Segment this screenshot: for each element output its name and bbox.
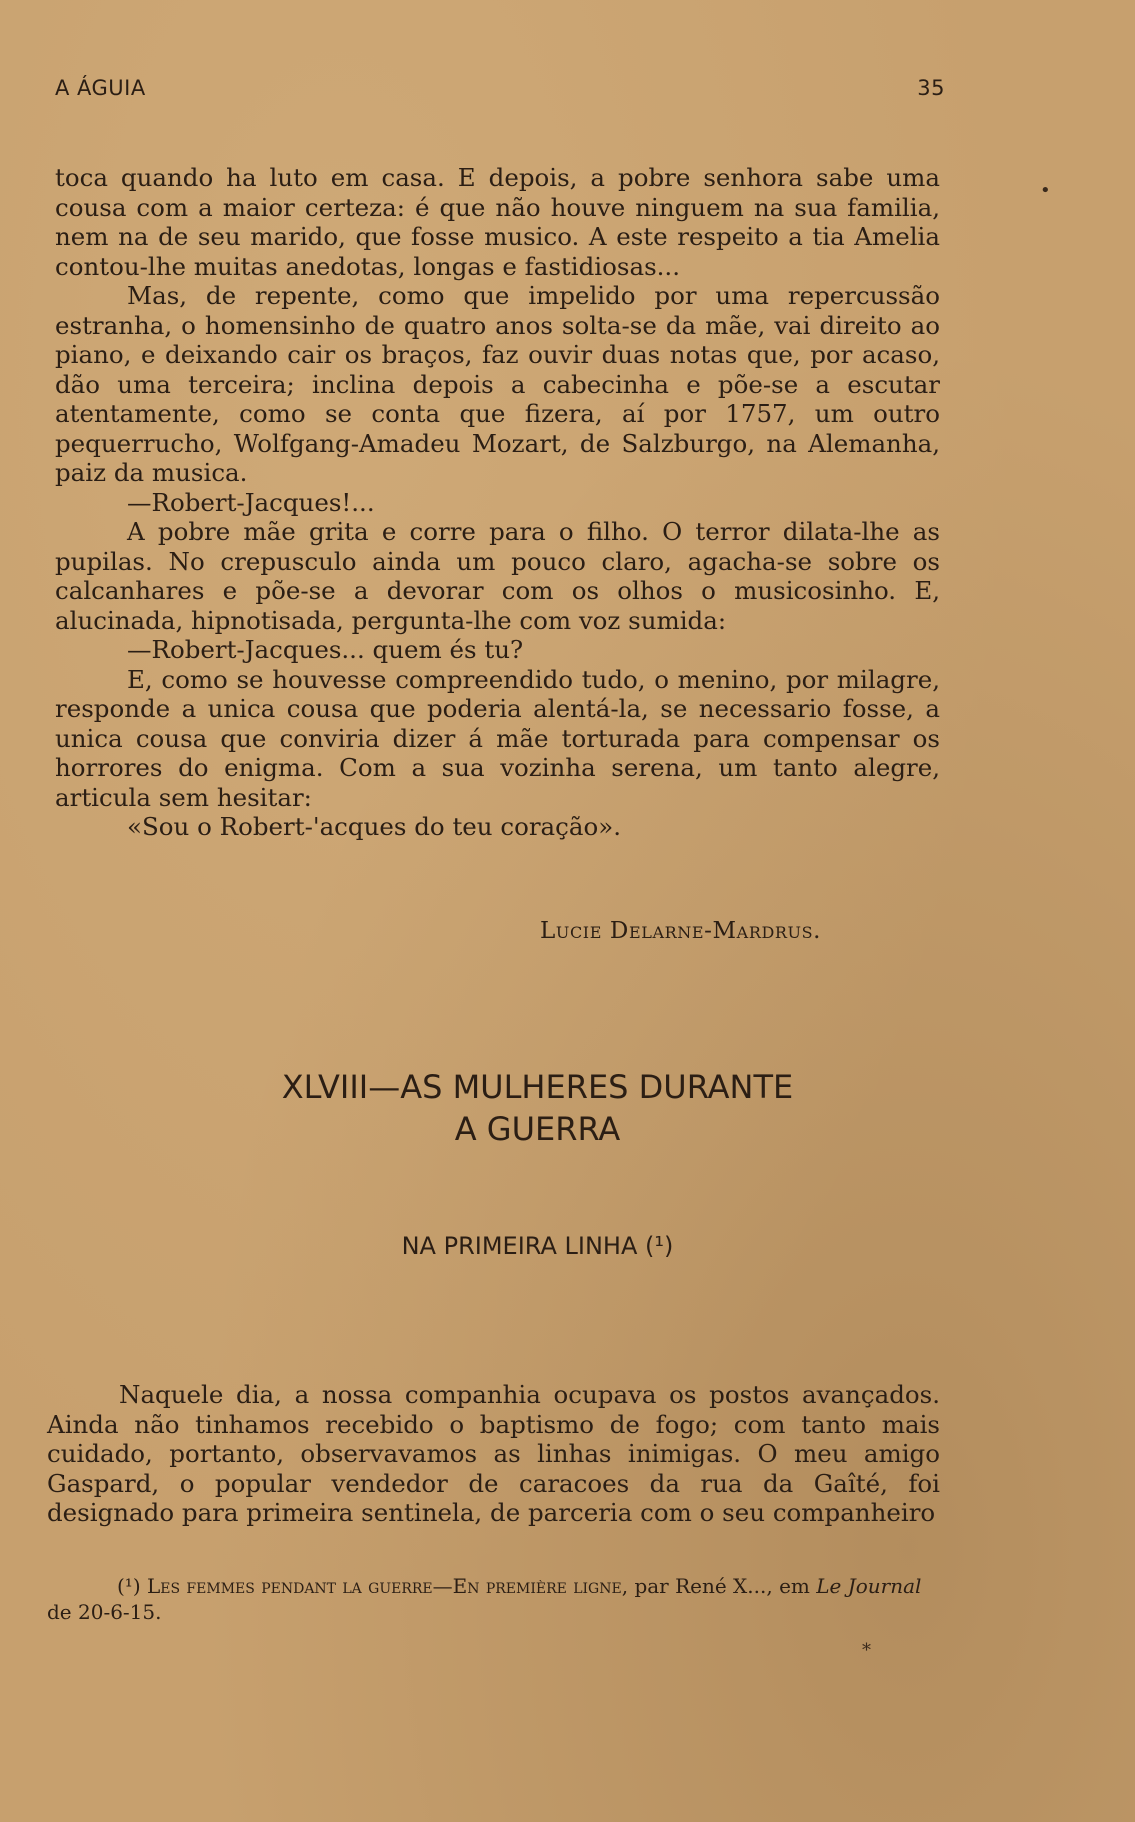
- footnote-newspaper: Le Journal: [816, 1574, 922, 1598]
- paragraph-exclamation: —Robert-Jacques!...: [127, 487, 375, 517]
- chapter-title-line2: A GUERRA: [454, 1110, 621, 1148]
- article-body: [47, 1380, 940, 1528]
- page-number: 35: [917, 76, 945, 100]
- paragraph-milagre: E, como se houvesse compreendido tudo, o menino, por milagre, responde a unica cousa que poderia alentá-la, se necessario fosse, a unica cousa que conviria dizer á mãe torturada para compensar os horrores do enigma. Com a sua vozinha serena, um tanto alegre, articula sem hesitar:: [55, 664, 940, 812]
- footnote-author: par René X...,: [634, 1574, 773, 1598]
- footnote-source-title: Les femmes pendant la guerre—En première ligne,: [146, 1574, 629, 1598]
- paper-speck: •: [1040, 180, 1051, 201]
- running-head: [55, 76, 945, 100]
- footnote: [47, 1573, 940, 1625]
- paper-speck: *: [862, 1640, 871, 1661]
- paragraph-piano: Mas, de repente, como que impelido por uma repercussão estranha, o homensinho de quatro anos solta-se da mãe, vai direito ao piano, e deixando cair os braços, faz ouvir duas notas que, por acaso, dão uma terceira; inclina depois a cabecinha e põe-se a escutar atentamente, como se conta que fizera, aí por 1757, um outro pequerrucho, Wolfgang-Amadeu Mozart, de Salzburgo, na Alemanha, paiz da musica.: [55, 281, 940, 487]
- chapter-title: [0, 1066, 1135, 1150]
- chapter-title-line1: XLVIII—AS MULHERES DURANTE: [281, 1068, 794, 1106]
- paragraph-question: —Robert-Jacques... quem és tu?: [127, 635, 524, 664]
- footnote-mark: (¹): [117, 1574, 141, 1598]
- paragraph-companhia: Naquele dia, a nossa companhia ocupava os postos avançados. Ainda não tinhamos recebido o baptismo de fogo; com tanto mais cuidado, portanto, observavamos as linhas inimigas. O meu amigo Gaspard, o popular vendedor de caracoes da rua da Gaîté, foi designado para primeira sentinela, de parceria com o seu companheiro: [47, 1380, 940, 1527]
- section-footnote-ref: (¹): [645, 1232, 674, 1260]
- footnote-source-prefix: em: [779, 1574, 810, 1598]
- paragraph-answer: «Sou o Robert-'acques do teu coração».: [127, 812, 622, 841]
- author-signature: Lucie Delarne-Mardrus.: [540, 918, 822, 944]
- continued-story: [55, 163, 940, 842]
- section-title: [0, 1232, 1135, 1260]
- footnote-date: de 20-6-15.: [47, 1600, 162, 1624]
- journal-title: A ÁGUIA: [55, 76, 146, 100]
- section-title-text: NA PRIMEIRA LINHA: [401, 1232, 638, 1260]
- paragraph-luto: toca quando ha luto em casa. E depois, a pobre senhora sabe uma cousa com a maior certeza: é que não houve ninguem na sua familia, nem na de seu marido, que fosse musico. A este respeito a tia Amelia contou-lhe muitas anedotas, longas e fastidiosas...: [55, 163, 940, 281]
- paragraph-terror: A pobre mãe grita e corre para o filho. O terror dilata-lhe as pupilas. No crepusculo ainda um pouco claro, agacha-se sobre os calcanhares e põe-se a devorar com os olhos o musicosinho. E, alucinada, hipnotisada, pergunta-lhe com voz sumida:: [55, 517, 940, 635]
